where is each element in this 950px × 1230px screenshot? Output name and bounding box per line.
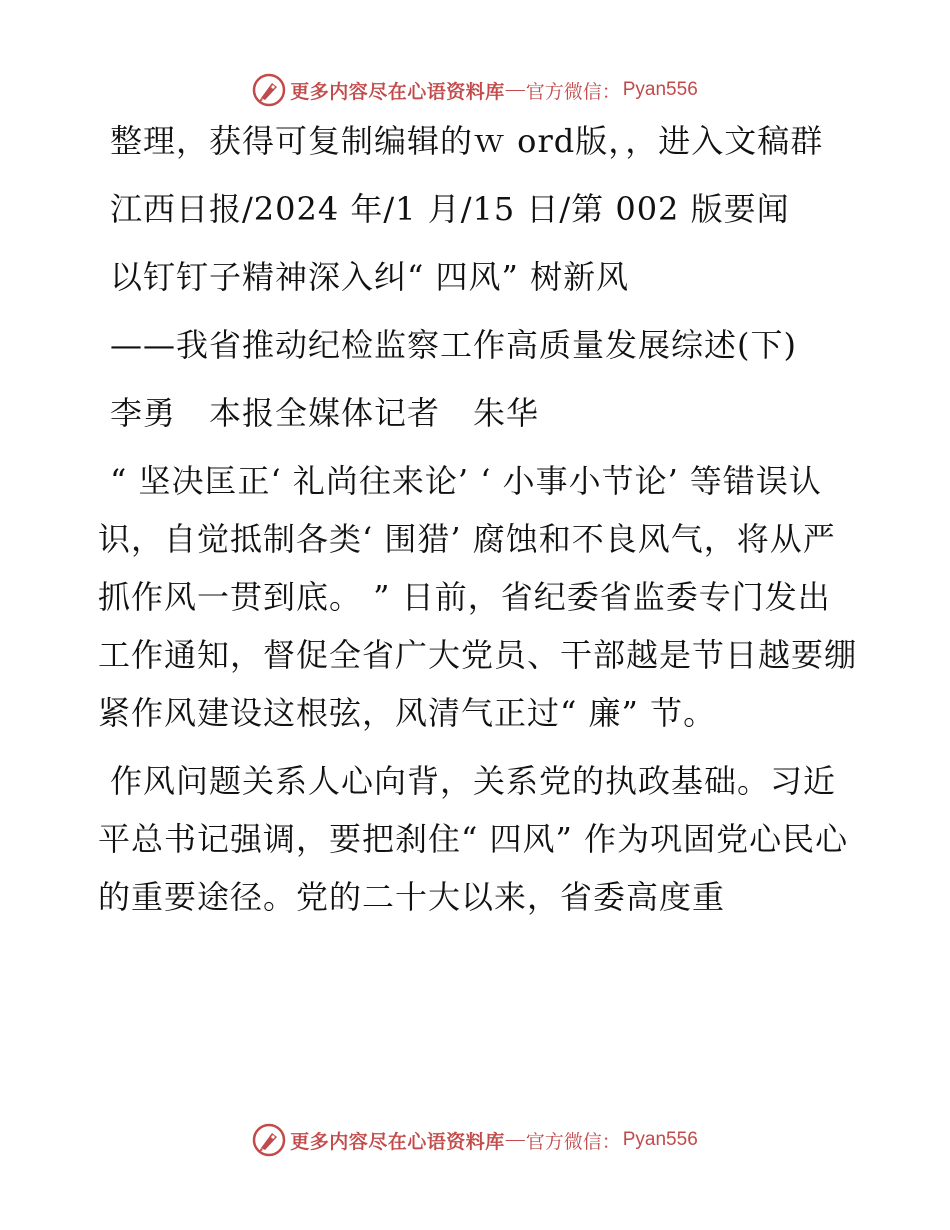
banner-wechat-label: 官方微信： xyxy=(525,80,621,103)
body-paragraph: 作风问题关系人心向背，关系党的执政基础。习近平总书记强调，要把刹住“ 四风” 作为巩固党心民心的重要途径。党的二十大以来，省委高度重 xyxy=(98,762,849,916)
banner-text: 更多内容尽在心语资料库 xyxy=(290,80,505,103)
article-title: 以钉钉子精神深入纠“ 四风” 树新风 xyxy=(110,258,630,296)
banner-wechat-id: Pyan556 xyxy=(622,1129,698,1150)
article-byline: 李勇 本报全媒体记者 朱华 xyxy=(110,394,540,432)
banner-wechat-label: 官方微信： xyxy=(525,1130,621,1153)
pen-nib-logo-icon xyxy=(252,73,286,107)
article-subtitle: ——我省推动纪检监察工作高质量发展综述(下) xyxy=(110,326,797,364)
banner-wechat-id: Pyan556 xyxy=(622,79,698,100)
document-body xyxy=(98,112,858,936)
body-paragraph: “ 坚决匡正‘ 礼尚往来论’ ‘ 小事小节论’ 等错误认识，自觉抵制各类‘ 围猎’ 腐蚀和不良风气，将从严抓作风一贯到底。 ” 日前，省纪委省监委专门发出工作通知，督促全省广大党员、干部越是节日越要绷紧作风建设这根弦，风清气正过“ 廉” 节。 xyxy=(98,462,858,732)
header-banner xyxy=(0,68,950,112)
banner-text: 更多内容尽在心语资料库 xyxy=(290,1130,505,1153)
footer-banner xyxy=(0,1118,950,1162)
banner-separator: — xyxy=(505,79,525,100)
note-paragraph: 整理，获得可复制编辑的ｗ ord版，，进入文稿群 xyxy=(110,122,824,160)
pen-nib-logo-icon xyxy=(252,1123,286,1157)
banner-separator: — xyxy=(505,1129,525,1150)
source-line: 江西日报/2024 年/1 月/15 日/第 002 版要闻 xyxy=(110,190,790,228)
